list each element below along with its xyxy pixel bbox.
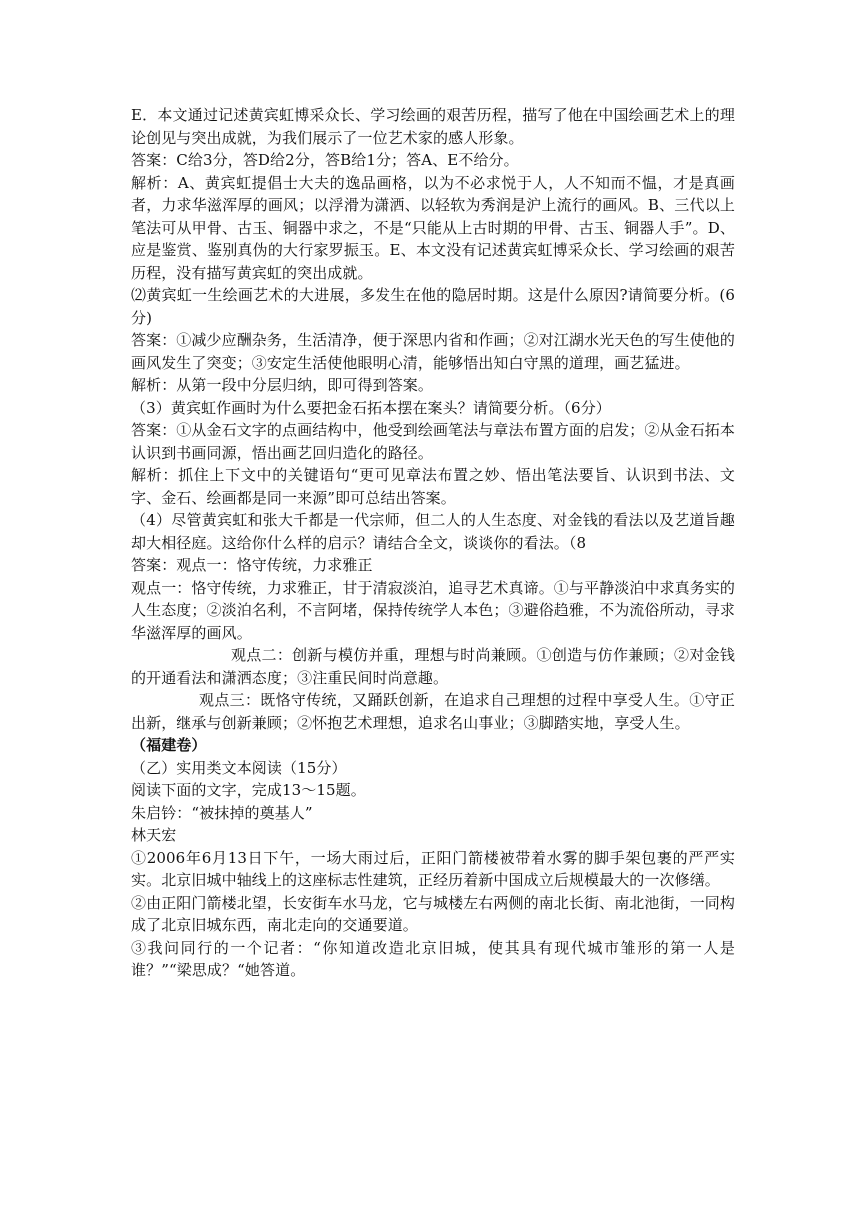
viewpoint-1-paragraph: 观点一：恪守传统，力求雅正，甘于清寂淡泊，追寻艺术真谛。①与平静淡泊中求真务实的人生态度；②淡泊名利，不言阿堵，保持传统学人本色；③避俗趋雅，不为流俗所动，寻求华滋浑厚的画风。: [131, 578, 736, 642]
answer-scoring-line: 答案：C给3分，答D给2分，答B给1分；答A、E不给分。: [131, 151, 519, 169]
article-author: 林天宏: [131, 826, 177, 844]
answer-2-paragraph: 答案：①减少应酬杂务，生活清净，便于深思内省和作画；②对江湖水光天色的写生使他的画风发生了突变；③安定生活使他眼明心清，能够悟出知白守黑的道理，画艺猛进。: [131, 331, 736, 372]
viewpoint-3-paragraph: 观点三：既恪守传统，又踊跃创新，在追求自己理想的过程中享受人生。①守正出新，继承与创新兼顾；②怀抱艺术理想，追求名山事业；③脚踏实地，享受人生。: [131, 691, 735, 732]
analysis-3-paragraph: 解析：抓住上下文中的关键语句“更可见章法布置之妙、悟出笔法要旨、认识到书法、文字、金石、绘画都是同一来源”即可总结出答案。: [131, 466, 735, 507]
analysis-paragraph-1: 解析：A、黄宾虹提倡士大夫的逸品画格，以为不必求悦于人，人不知而不愠，才是真画者，力求华滋浑厚的画风；以浮滑为潇洒、以轻软为秀润是沪上流行的画风。B、三代以上笔法可从甲骨、古玉、铜器中求之，不是“只能从上古时期的甲骨、古玉、铜器人手”。D、应是鉴赏、鉴别真伪的大行家罗振玉。E、本文没有记述黄宾虹博采众长、学习绘画的艰苦历程，没有描写黄宾虹的突出成就。: [131, 173, 735, 282]
practical-text-heading: （乙）实用类文本阅读（15分）: [131, 758, 347, 777]
answer-4-heading: 答案：观点一：恪守传统，力求雅正: [131, 556, 373, 574]
article-paragraph-2: ②由正阳门箭楼北望，长安街车水马龙，它与城楼左右两侧的南北长街、南北池街，一同构成了北京旧城东西，南北走向的交通要道。: [131, 893, 736, 934]
fujian-volume-label: （福建卷）: [131, 736, 207, 754]
viewpoint-2-paragraph: 观点二：创新与模仿并重，理想与时尚兼顾。①创造与仿作兼顾；②对金钱的开通看法和潇洒态度；③注重民间时尚意趣。: [131, 646, 735, 687]
option-e-paragraph: E．本文通过记述黄宾虹博采众长、学习绘画的艰苦历程，描写了他在中国绘画艺术上的理论创见与突出成就，为我们展示了一位艺术家的感人形象。: [131, 106, 735, 147]
answer-3-paragraph: 答案：①从金石文字的点画结构中，他受到绘画笔法与章法布置方面的启发；②从金石拓本认识到书画同源，悟出画艺回归造化的路径。: [131, 421, 736, 462]
document-body: [131, 104, 735, 982]
question-3-line: （3）黄宾虹作画时为什么要把金石拓本摆在案头？请简要分析。（6分）: [131, 398, 611, 417]
question-2-paragraph: ⑵黄宾虹一生绘画艺术的大进展，多发生在他的隐居时期。这是什么原因?请简要分析。(6分): [131, 286, 735, 327]
question-4-paragraph: （4）尽管黄宾虹和张大千都是一代宗师，但二人的人生态度、对金钱的看法以及艺道旨趣却大相径庭。这给你什么样的启示？请结合全文，谈谈你的看法。（8: [131, 511, 735, 552]
reading-instruction: 阅读下面的文字，完成13～15题。: [131, 781, 366, 799]
article-title: 朱启钤：“被抹掉的奠基人”: [131, 803, 313, 822]
article-paragraph-3: ③我问同行的一个记者：“你知道改造北京旧城，使其具有现代城市雏形的第一人是谁？”“梁思成？“她答道。: [131, 938, 735, 979]
analysis-2-line: 解析：从第一段中分层归纳，即可得到答案。: [131, 376, 434, 394]
article-paragraph-1: ①2006年6月13日下午，一场大雨过后，正阳门箭楼被带着水雾的脚手架包裹的严严实实。北京旧城中轴线上的这座标志性建筑，正经历着新中国成立后规模最大的一次修缮。: [131, 848, 735, 889]
